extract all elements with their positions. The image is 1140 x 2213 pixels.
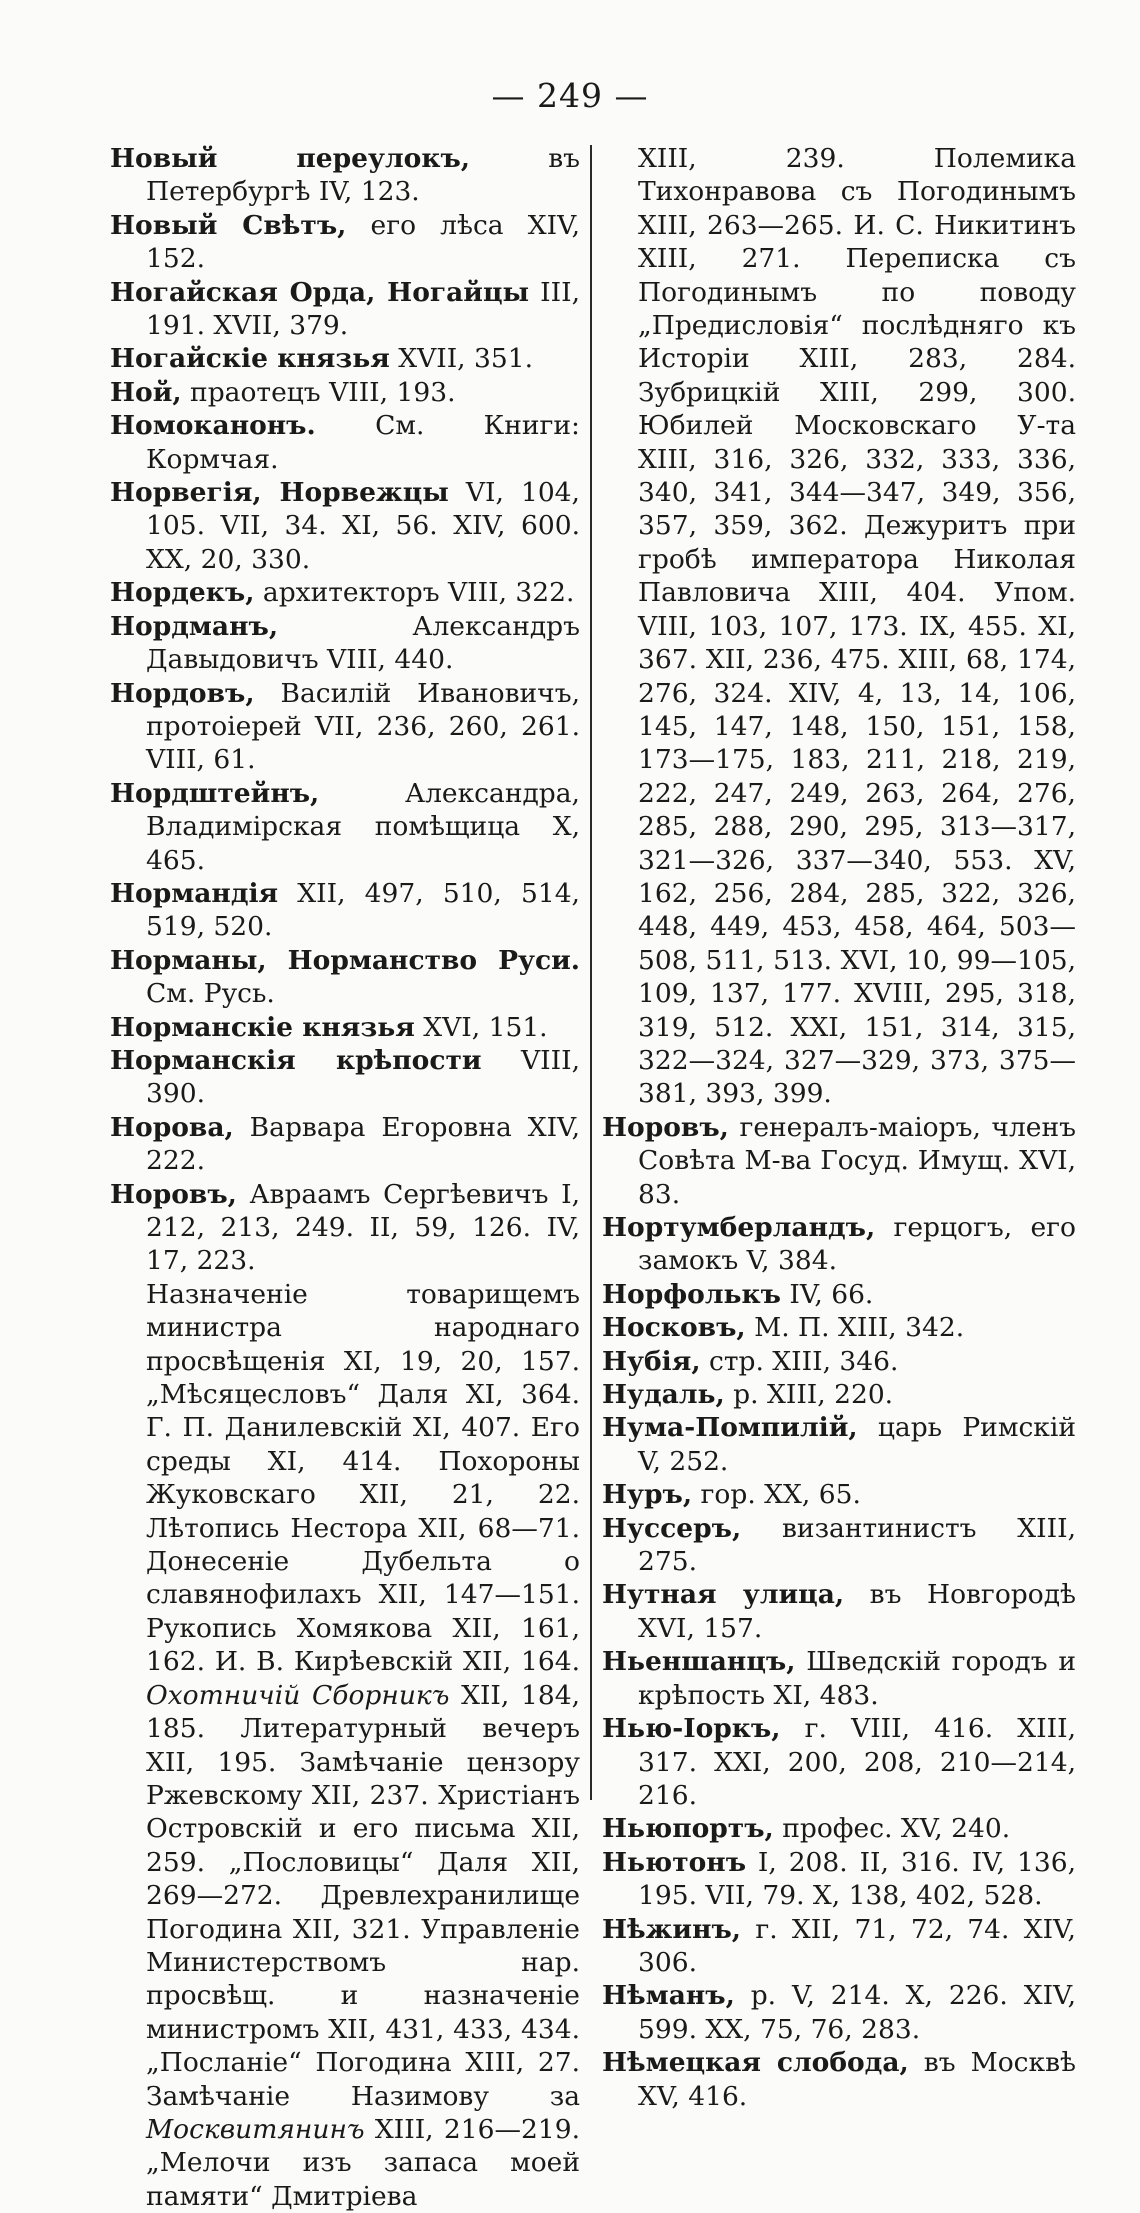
index-column-left — [110, 142, 580, 2213]
index-entry — [602, 1111, 1076, 1211]
entry-headword: Новый переулокъ, — [110, 143, 471, 174]
entry-refs: герцогъ, его замокъ V, 384. — [638, 1212, 1076, 1277]
entry-refs: III, 191. XVII, 379. — [146, 276, 580, 342]
entry-headword: Ной, — [110, 376, 182, 408]
index-entry — [602, 1512, 1076, 1579]
entry-headword: Нутная улица, — [602, 1579, 845, 1611]
entry-refs: XII, 184, 185. Литературный вечеръ XII, 195. Замѣчаніе цензору Ржевскому XII, 237. Христіанъ Островскій и его письма XII, 259. „Пословицы“ Даля XII, 269—272. Древлехранилище Погодина XII, 321. Управленіе Министерствомъ нар. просвѣщ. и назначеніе министромъ XII, 431, 433, 434. „Посланіе“ Погодина XIII, 27. Замѣчаніе Назимову за — [146, 1679, 580, 2112]
index-entry — [602, 1913, 1076, 1980]
index-entry — [602, 1712, 1076, 1812]
entry-headword: Нубія, — [602, 1345, 701, 1377]
index-entry — [110, 610, 580, 677]
entry-refs: XVI, 151. — [423, 1011, 548, 1043]
entry-refs: См. Русь. — [146, 978, 275, 1010]
entry-headword: Носковъ, — [602, 1312, 746, 1344]
italic-title: Охотничій Сборникъ — [146, 1679, 450, 1711]
entry-headword: Ньеншанцъ, — [602, 1646, 796, 1678]
italic-title: Москвитянинъ — [146, 2113, 365, 2145]
entry-headword: Нуръ, — [602, 1479, 693, 1511]
entry-headword: Ньюпортъ, — [602, 1813, 774, 1845]
entry-refs: М. П. XIII, 342. — [754, 1312, 965, 1344]
entry-refs: р. XIII, 220. — [733, 1379, 894, 1411]
entry-refs: См. Книги: Кормчая. — [146, 410, 580, 475]
index-entry-continuation — [602, 142, 1076, 1111]
index-column-right — [602, 142, 1076, 2113]
entry-headword: Норманскіе князья — [110, 1011, 415, 1043]
entry-headword: Новый Свѣтъ, — [110, 209, 347, 241]
entry-headword: Номоканонъ. — [110, 410, 316, 442]
entry-refs: въ Новгородѣ XVI, 157. — [638, 1579, 1076, 1644]
entry-refs: г. VIII, 416. XIII, 317. XXI, 200, 208, 210—214, 216. — [638, 1713, 1076, 1811]
entry-headword: Нью-Іоркъ, — [602, 1713, 781, 1745]
index-entry — [602, 1478, 1076, 1511]
entry-refs: г. XII, 71, 72, 74. XIV, 306. — [638, 1913, 1076, 1978]
index-entry — [602, 1578, 1076, 1645]
entry-headword: Ньютонъ — [602, 1846, 747, 1878]
index-entry — [602, 1378, 1076, 1411]
entry-refs: праотецъ VIII, 193. — [190, 376, 456, 408]
entry-refs: Александра, Владимірская помѣщица X, 465. — [146, 777, 580, 876]
entry-headword: Ногайская Орда, Ногайцы — [110, 276, 530, 308]
index-entry — [110, 376, 580, 409]
entry-refs: IV, 66. — [789, 1278, 874, 1310]
entry-headword: Нума-Помпилій, — [602, 1412, 858, 1444]
entry-refs: профес. XV, 240. — [782, 1813, 1011, 1845]
entry-headword: Нѣманъ, — [602, 1980, 735, 2012]
index-entry — [110, 576, 580, 609]
index-entry — [110, 409, 580, 476]
entry-headword: Нордштейнъ, — [110, 777, 320, 809]
entry-refs: XII, 497, 510, 514, 519, 520. — [146, 877, 580, 943]
index-entry — [602, 1311, 1076, 1344]
index-entry — [602, 1846, 1076, 1913]
entry-refs: XVII, 351. — [398, 343, 534, 375]
index-entry — [602, 1812, 1076, 1845]
entry-refs: въ Москвѣ XV, 416. — [638, 2047, 1076, 2112]
entry-refs: царь Римскій V, 252. — [638, 1412, 1076, 1477]
entry-headword: Нѣмецкая слобода, — [602, 2047, 909, 2079]
index-entry — [110, 476, 580, 576]
index-entry-norov-continuation — [110, 1278, 580, 2213]
index-entry — [602, 1345, 1076, 1378]
index-entry — [110, 877, 580, 944]
index-entry — [110, 777, 580, 877]
entry-headword: Нордовъ, — [110, 677, 255, 709]
entry-headword: Нѣжинъ, — [602, 1913, 742, 1945]
entry-refs: Авраамъ Сергѣевичъ I, 212, 213, 249. II, 59, 126. IV, 17, 223. — [146, 1178, 580, 1277]
index-entry — [602, 1278, 1076, 1311]
index-entry — [602, 1211, 1076, 1278]
entry-refs: I, 208. II, 316. IV, 136, 195. VII, 79. X, 138, 402, 528. — [638, 1846, 1076, 1912]
entry-refs: генералъ-маіоръ, членъ Совѣта М-ва Госуд. Имущ. XVI, 83. — [638, 1111, 1076, 1210]
index-entry — [602, 2046, 1076, 2113]
entry-headword: Ногайскіе князья — [110, 343, 390, 375]
entry-refs: византинистъ XIII, 275. — [638, 1512, 1076, 1578]
index-entry — [110, 342, 580, 375]
entry-headword: Нордекъ, — [110, 577, 255, 609]
entry-headword: Нордманъ, — [110, 610, 279, 642]
entry-headword: Нормандія — [110, 877, 279, 909]
index-entry — [110, 209, 580, 276]
index-entry — [110, 142, 580, 209]
entry-refs: VI, 104, 105. VII, 34. XI, 56. XIV, 600. XX, 20, 330. — [146, 477, 580, 575]
index-entry — [110, 944, 580, 1011]
index-entry — [602, 1411, 1076, 1478]
entry-refs: VIII, 390. — [146, 1044, 580, 1110]
entry-refs: его лѣса XIV, 152. — [146, 209, 580, 275]
entry-refs: Назначеніе товарищемъ министра народнаго просвѣщенія XI, 19, 20, 157. „Мѣсяцесловъ“ Даля XI, 364. Г. П. Данилевскій XI, 407. Его среды XI, 414. Похороны Жуковскаго XII, 21, 22. Лѣтопись Нестора XII, 68—71. Донесеніе Дубельта о славянофилахъ XII, 147—151. Рукопись Хомякова XII, 161, 162. И. В. Кирѣевскій XII, 164. — [146, 1278, 580, 1678]
entry-refs: XIII, 216—219. „Мелочи изъ запаса моей памяти“ Дмитріева — [146, 2113, 580, 2212]
entry-refs: XIII, 239. Полемика Тихонравова съ Погодинымъ XIII, 263—265. И. С. Никитинъ XIII, 271. Переписка съ Погодинымъ по поводу „Предисловія“ послѣдняго къ Исторіи XIII, 283, 284. Зубрицкій XIII, 299, 300. Юбилей Московскаго У-та XIII, 316, 326, 332, 333, 336, 340, 341, 344—347, 349, 356, 357, 359, 362. Дежуритъ при гробѣ императора Николая Павловича XIII, 404. Упом. VIII, 103, 107, 173. IX, 455. XI, 367. XII, 236, 475. XIII, 68, 174, 276, 324. XIV, 4, 13, 14, 106, 145, 147, 148, 150, 151, 158, 173—175, 183, 211, 218, 219, 222, 247, 249, 263, 264, 276, 285, 288, 290, 295, 313—317, 321—326, 337—340, 553. XV, 162, 256, 284, 285, 322, 326, 448, 449, 453, 458, 464, 503—508, 511, 513. XVI, 10, 99—105, 109, 137, 177. XVIII, 295, 318, 319, 512. XXI, 151, 314, 315, 322—324, 327—329, 373, 375—381, 393, 399. — [638, 143, 1076, 1110]
entry-headword: Норова, — [110, 1111, 234, 1143]
entry-refs: Александръ Давыдовичъ VIII, 440. — [146, 610, 580, 676]
entry-headword: Норвегія, Норвежцы — [110, 477, 449, 509]
index-entry — [602, 1979, 1076, 2046]
entry-headword: Норовъ, — [602, 1111, 729, 1143]
index-entry — [602, 1645, 1076, 1712]
entry-headword: Нудаль, — [602, 1379, 725, 1411]
index-entry — [110, 1011, 580, 1044]
index-entry — [110, 276, 580, 343]
entry-refs: въ Петербургѣ IV, 123. — [146, 143, 580, 208]
entry-refs: р. V, 214. X, 226. XIV, 599. XX, 75, 76, 283. — [638, 1980, 1076, 2045]
entry-headword: Нортумберландъ, — [602, 1212, 876, 1243]
entry-refs: гор. XX, 65. — [700, 1479, 861, 1511]
entry-headword: Норманскія крѣпости — [110, 1044, 482, 1076]
entry-refs: Шведскій городъ и крѣпость XI, 483. — [638, 1646, 1076, 1711]
index-entry — [110, 1044, 580, 1111]
entry-headword: Норовъ, — [110, 1178, 237, 1210]
index-entry-norov — [110, 1178, 580, 1278]
column-divider — [590, 145, 592, 1800]
index-entry — [110, 677, 580, 777]
entry-refs: архитекторъ VIII, 322. — [262, 577, 575, 609]
entry-refs: Варвара Егоровна XIV, 222. — [146, 1111, 580, 1177]
entry-headword: Норфолькъ — [602, 1278, 781, 1310]
index-entry — [110, 1111, 580, 1178]
entry-headword: Нуссеръ, — [602, 1512, 742, 1544]
entry-headword: Норманы, Норманство Руси. — [110, 944, 580, 976]
entry-refs: Василій Ивановичъ, протоіерей VII, 236, 260, 261. VIII, 61. — [146, 677, 580, 776]
page-number: — 249 — — [491, 76, 649, 115]
entry-refs: стр. XIII, 346. — [708, 1345, 899, 1377]
